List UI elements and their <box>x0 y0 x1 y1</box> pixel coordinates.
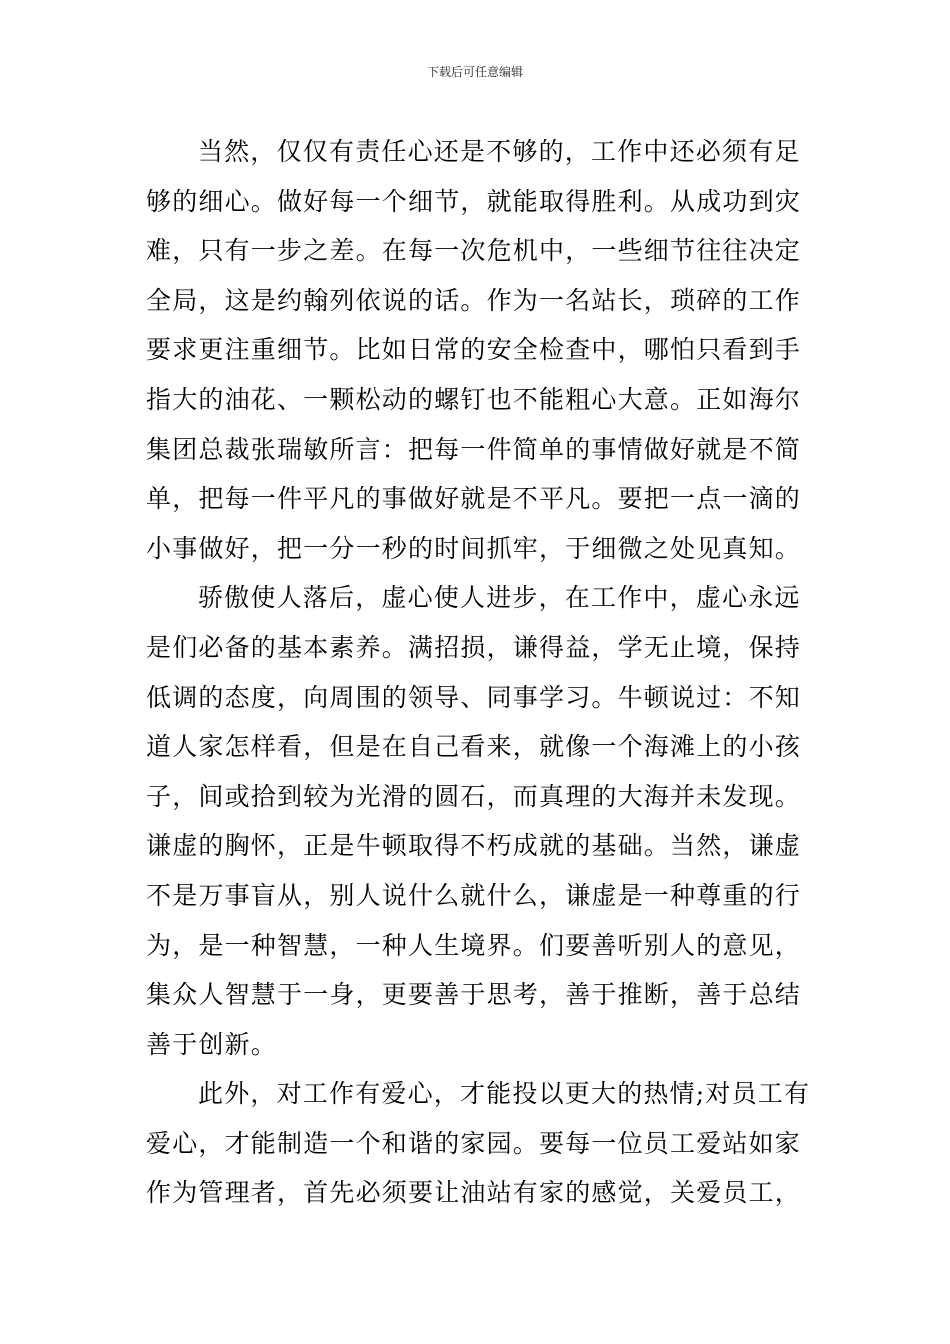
text-line: 道人家怎样看，但是在自己看来，就像一个海滩上的小孩 <box>146 732 802 762</box>
text-line: 谦虚的胸怀，正是牛顿取得不朽成就的基础。当然，谦虚 <box>146 831 802 861</box>
text-line: 此外，对工作有爱心，才能投以更大的热情;对员工有 <box>198 1079 811 1109</box>
text-line: 集团总裁张瑞敏所言：把每一件简单的事情做好就是不简 <box>146 434 802 464</box>
text-line: 作为管理者，首先必须要让油站有家的感觉，关爱员工， <box>146 1178 802 1208</box>
text-line: 集众人智慧于一身，更要善于思考，善于推断，善于总结 <box>146 980 802 1010</box>
paragraph-caring <box>146 1069 811 1218</box>
text-line: 要求更注重细节。比如日常的安全检查中，哪怕只看到手 <box>146 335 802 365</box>
text-line: 低调的态度，向周围的领导、同事学习。牛顿说过：不知 <box>146 682 802 712</box>
text-line: 为，是一种智慧，一种人生境界。们要善听别人的意见， <box>146 930 802 960</box>
text-line: 单，把每一件平凡的事做好就是不平凡。要把一点一滴的 <box>146 484 802 514</box>
text-line: 当然，仅仅有责任心还是不够的，工作中还必须有足 <box>198 137 801 166</box>
text-line: 子，间或拾到较为光滑的圆石，而真理的大海并未发现。 <box>146 781 802 811</box>
text-line: 不是万事盲从，别人说什么就什么，谦虚是一种尊重的行 <box>146 880 802 910</box>
page-header: 下载后可任意编辑 <box>426 65 523 79</box>
text-line: 难，只有一步之差。在每一次危机中，一些细节往往决定 <box>146 236 802 266</box>
text-line: 小事做好，把一分一秒的时间抓牢，于细微之处见真知。 <box>146 533 802 563</box>
paragraph-attention-to-detail <box>146 127 808 573</box>
text-line: 善于创新。 <box>146 1029 278 1059</box>
text-line: 全局，这是约翰列依说的话。作为一名站长，琐碎的工作 <box>146 285 802 315</box>
text-line: 指大的油花、一颗松动的螺钉也不能粗心大意。正如海尔 <box>146 384 802 414</box>
text-line: 是们必备的基本素养。满招损，谦得益，学无止境，保持 <box>146 632 802 662</box>
paragraph-modesty <box>146 573 808 1069</box>
document-body <box>146 127 811 1218</box>
text-line: 爱心，才能制造一个和谐的家园。要每一位员工爱站如家 <box>146 1128 802 1158</box>
text-line: 够的细心。做好每一个细节，就能取得胜利。从成功到灾 <box>146 186 802 216</box>
text-line: 骄傲使人落后，虚心使人进步，在工作中，虚心永远 <box>198 583 801 613</box>
